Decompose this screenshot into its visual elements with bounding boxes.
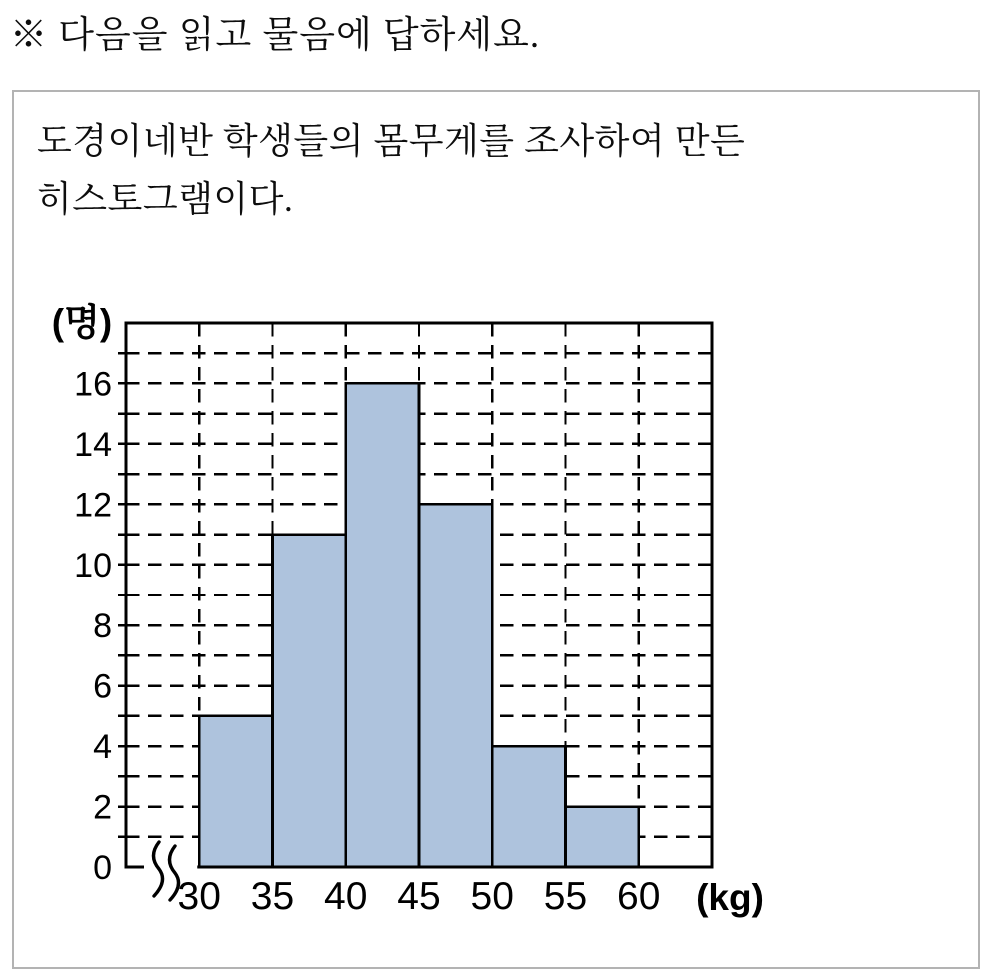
y-tick-label: 6 [93, 667, 112, 706]
histogram-bar-30-35 [199, 716, 272, 867]
y-tick-label: 10 [74, 546, 112, 585]
instruction-text: ※ 다음을 읽고 물음에 답하세요. [10, 15, 541, 56]
histogram-bar-45-50 [419, 504, 492, 867]
y-tick-label: 0 [93, 849, 112, 887]
x-tick-label: 60 [617, 875, 661, 918]
weight-histogram-chart [14, 92, 978, 967]
x-tick-label: 35 [250, 875, 295, 918]
y-tick-label: 16 [74, 365, 112, 404]
y-tick-label: 4 [93, 728, 112, 767]
description-line-2: 히스토그램이다. [37, 179, 294, 219]
histogram-bar-40-45 [346, 383, 419, 867]
histogram-bar-35-40 [273, 535, 346, 867]
description-line-1: 도경이네반 학생들의 몸무게를 조사하여 만든 [37, 121, 746, 161]
y-tick-label: 8 [93, 607, 112, 646]
histogram-bar-50-55 [492, 746, 565, 867]
y-tick-label: 2 [93, 788, 112, 827]
x-tick-label: 50 [470, 875, 514, 918]
x-tick-label: 40 [324, 875, 368, 918]
x-tick-label: 30 [177, 875, 221, 918]
x-axis-unit-label: (kg) [696, 877, 764, 918]
x-tick-label: 45 [397, 875, 441, 918]
x-tick-label: 55 [543, 875, 588, 918]
y-tick-label: 14 [74, 425, 112, 464]
y-tick-label: 12 [74, 486, 112, 525]
problem-box [12, 90, 980, 969]
y-axis-unit-label: (명) [51, 302, 113, 343]
histogram-bar-55-60 [566, 807, 639, 867]
